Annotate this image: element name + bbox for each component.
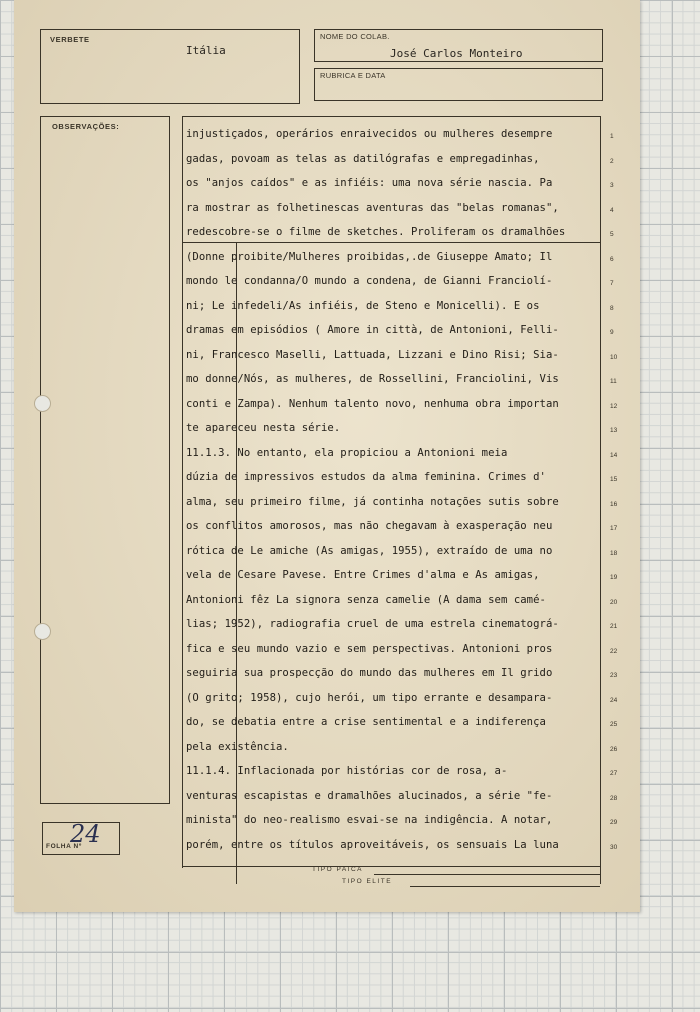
text-line: ni; Le infedeli/As infiéis, de Steno e Monicelli). E os xyxy=(186,299,540,312)
text-line: 11.1.4. Inflacionada por histórias cor de rosa, a- xyxy=(186,765,508,777)
text-line: mondo le condanna/O mundo a condena, de Gianni Franciolí- xyxy=(186,275,553,287)
text-line: mo donne/Nós, as mulheres, de Rossellini, Franciolini, Vis xyxy=(186,373,559,385)
right-margin-line xyxy=(600,116,601,884)
line-number: 20 xyxy=(610,598,618,606)
line-number: 18 xyxy=(610,549,618,557)
line-number: 29 xyxy=(610,819,618,826)
line-number: 21 xyxy=(610,623,618,630)
line-number: 3 xyxy=(610,182,614,189)
text-line: os "anjos caídos" e as infiéis: uma nova série nascia. Pa xyxy=(186,177,553,189)
line-number: 15 xyxy=(610,476,618,483)
line-number: 13 xyxy=(610,427,618,434)
line-number: 25 xyxy=(610,721,618,728)
line-number: 23 xyxy=(610,672,618,679)
rubrica-label: RUBRICA E DATA xyxy=(320,71,386,80)
observacoes-box xyxy=(40,116,170,804)
elite-top-line xyxy=(182,242,600,243)
line-number: 16 xyxy=(610,500,618,508)
line-number: 26 xyxy=(610,745,618,753)
text-line: (Donne proibite/Mulheres proibidas,.de Giuseppe Amato; Il xyxy=(186,250,553,263)
line-number: 1 xyxy=(610,133,614,140)
line-number: 12 xyxy=(610,402,618,410)
left-margin-line xyxy=(182,116,183,868)
text-line: injustiçados, operários enraivecidos ou mulheres desempre xyxy=(186,128,553,140)
line-number: 7 xyxy=(610,280,614,287)
text-line: gadas, povoam as telas as datilógrafas e empregadinhas, xyxy=(186,152,540,165)
folha-label: FOLHA Nº xyxy=(46,843,82,850)
text-line: 11.1.3. No entanto, ela propiciou a Antonioni meia xyxy=(186,446,508,459)
elite-rule xyxy=(410,886,600,887)
text-line: redescobre-se o filme de sketches. Proliferam os dramalhões xyxy=(186,226,566,238)
verbete-label: VERBETE xyxy=(50,35,90,44)
line-number: 24 xyxy=(610,696,618,704)
line-number: 5 xyxy=(610,231,614,238)
nome-colab-value: José Carlos Monteiro xyxy=(390,47,523,60)
text-line: te apareceu nesta série. xyxy=(186,422,341,434)
punch-hole-bottom xyxy=(34,623,51,640)
paica-rule xyxy=(374,874,600,875)
verbete-value: Itália xyxy=(186,44,226,57)
text-line: alma, seu primeiro filme, já continha notações sutis sobre xyxy=(186,495,559,508)
elite-margin-line xyxy=(236,242,237,884)
text-line: fica e seu mundo vazio e sem perspectivas. Antonioni pros xyxy=(186,642,553,655)
line-number: 30 xyxy=(610,843,618,851)
line-number: 8 xyxy=(610,304,614,312)
text-line: pela existência. xyxy=(186,740,289,753)
text-line: ni, Francesco Maselli, Lattuada, Lizzani e Dino Risi; Sia- xyxy=(186,348,559,361)
paica-bottom-line xyxy=(182,866,600,867)
nome-colab-label: NOME DO COLAB. xyxy=(320,32,390,41)
line-number: 27 xyxy=(610,770,618,777)
text-line: dramas em episódios ( Amore in città, de Antonioni, Felli- xyxy=(186,324,559,336)
text-line: venturas escapistas e dramalhões alucinados, a série "fe- xyxy=(186,789,553,802)
text-line: minista" do neo-realismo esvai-se na indigência. A notar, xyxy=(186,814,553,826)
document-sheet xyxy=(14,0,640,912)
line-number: 2 xyxy=(610,157,614,165)
line-number: 11 xyxy=(610,378,617,385)
text-line: seguiria sua prospecção do mundo das mulheres em Il grido xyxy=(186,667,553,679)
line-number: 10 xyxy=(610,353,618,361)
text-line: porém, entre os títulos aproveitáveis, os sensuais La luna xyxy=(186,838,559,851)
text-line: rótica de Le amiche (As amigas, 1955), extraído de uma no xyxy=(186,544,553,557)
text-line: ra mostrar as folhetinescas aventuras das "belas romanas", xyxy=(186,201,559,214)
line-number: 22 xyxy=(610,647,618,655)
folha-number: 24 xyxy=(70,820,101,848)
text-line: do, se debatia entre a crise sentimental e a indiferença xyxy=(186,716,546,728)
text-line: Antonioni fêz La signora senza camelie (A dama sem camé- xyxy=(186,593,546,606)
line-number: 28 xyxy=(610,794,618,802)
observacoes-label: OBSERVAÇÕES: xyxy=(52,122,120,131)
line-number: 6 xyxy=(610,255,614,263)
tipo-elite-label: TIPO ELITE xyxy=(342,878,393,885)
line-number: 9 xyxy=(610,329,614,336)
line-number: 17 xyxy=(610,525,618,532)
text-line: dúzia de impressivos estudos da alma feminina. Crimes d' xyxy=(186,471,546,483)
text-line: vela de Cesare Pavese. Entre Crimes d'alma e As amigas, xyxy=(186,569,540,581)
line-number: 14 xyxy=(610,451,618,459)
line-number: 4 xyxy=(610,206,614,214)
top-frame-line xyxy=(182,116,600,117)
text-line: lias; 1952), radiografia cruel de uma estrela cinematográ- xyxy=(186,618,559,630)
text-line: os conflitos amorosos, mas não chegavam à exasperação neu xyxy=(186,520,553,532)
text-line: conti e Zampa). Nenhum talento novo, nenhuma obra importan xyxy=(186,397,559,410)
punch-hole-top xyxy=(34,395,51,412)
tipo-paica-label: TIPO PAICA xyxy=(312,866,363,873)
text-line: (O grito; 1958), cujo herói, um tipo errante e desampara- xyxy=(186,691,553,704)
line-number: 19 xyxy=(610,574,618,581)
